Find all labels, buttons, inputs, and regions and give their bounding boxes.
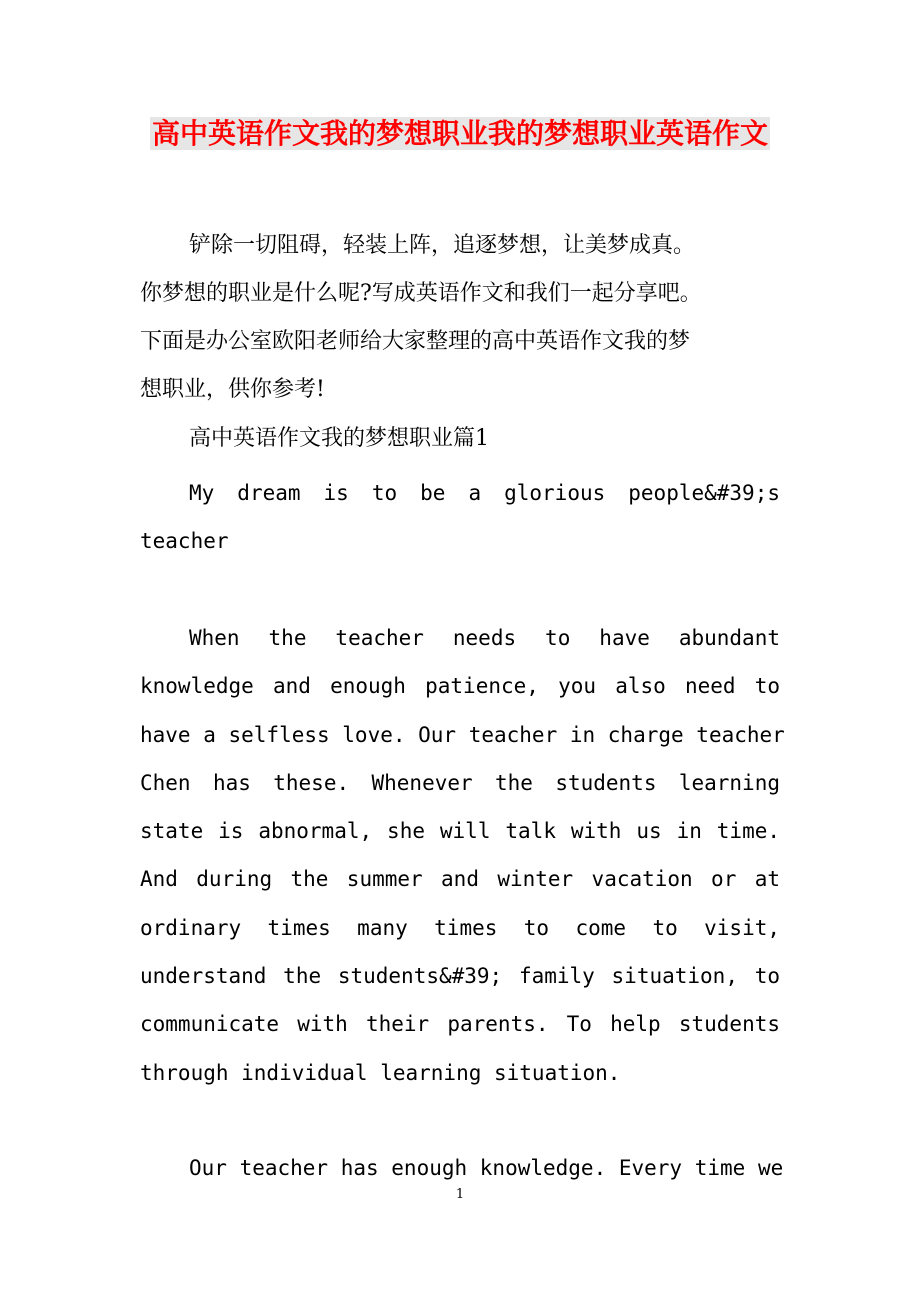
- section-heading-text: 高中英语作文我的梦想职业篇1: [189, 426, 489, 451]
- paragraph-3: [140, 1144, 784, 1192]
- paragraph-1: [140, 469, 780, 566]
- paragraph-line: through individual learning situation.: [140, 1060, 621, 1085]
- paragraph-line: communicate with their parents. To help students: [140, 1012, 780, 1037]
- paragraph-line: state is abnormal, she will talk with us in time.: [140, 819, 780, 844]
- intro-line: 想职业，供你参考!: [140, 377, 325, 402]
- intro-paragraph: [140, 222, 780, 414]
- paragraph-line: teacher: [140, 529, 229, 554]
- paragraph-line: understand the students&#39; family situation, to: [140, 964, 780, 989]
- paragraph-2: [140, 614, 785, 1097]
- paragraph-line: Chen has these. Whenever the students learning: [140, 770, 780, 795]
- paragraph-line: When the teacher needs to have abundant: [189, 626, 780, 650]
- page-number: 1: [455, 1187, 465, 1202]
- paragraph-line: knowledge and enough patience, you also need to: [140, 674, 780, 699]
- paragraph-line: Our teacher has enough knowledge. Every time we: [189, 1156, 784, 1180]
- paragraph-line: And during the summer and winter vacation or at: [140, 867, 780, 892]
- intro-line: 下面是办公室欧阳老师给大家整理的高中英语作文我的梦: [140, 329, 691, 354]
- paragraph-line: ordinary times many times to come to visit,: [140, 915, 780, 940]
- paragraph-line: have a selfless love. Our teacher in charge teacher: [140, 722, 785, 747]
- section-heading: [140, 415, 780, 463]
- intro-line: 你梦想的职业是什么呢?写成英语作文和我们一起分享吧。: [140, 281, 702, 306]
- paragraph-line: My dream is to be a glorious people&#39;s: [189, 481, 780, 505]
- intro-line: 铲除一切阻碍，轻装上阵，追逐梦想，让美梦成真。: [189, 233, 696, 258]
- document-title: [0, 114, 920, 154]
- document-title-text: 高中英语作文我的梦想职业我的梦想职业英语作文: [151, 117, 768, 150]
